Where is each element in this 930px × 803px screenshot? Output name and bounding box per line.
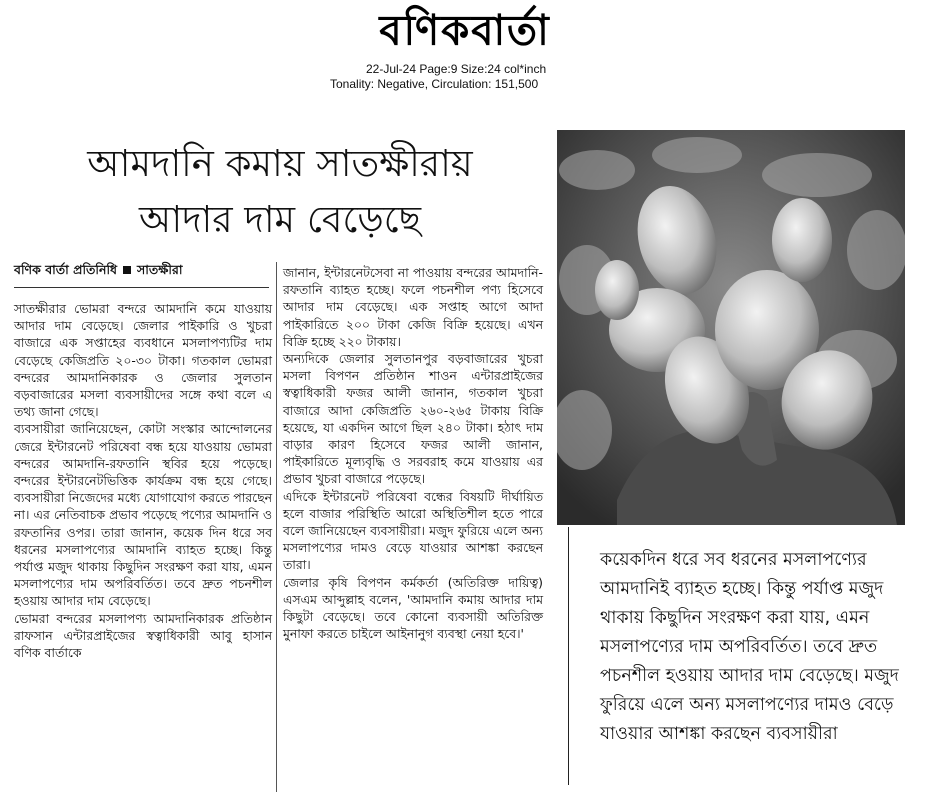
col2-paragraph: এদিকে ইন্টারনেট পরিষেবা বন্ধের বিষয়টি দীর্ঘায়িত হলে বাজার পরিস্থিতি আরো অস্থিতিশীল হতে পারে বলে জানিয়েছেন ব্যবসায়ীরা। মজুদ ফুরিয়ে এলে অন্য মসলাপণ্যের দামও বেড়ে যাওয়ার আশঙ্কা করছেন তারা। [283,488,543,573]
masthead [0,8,930,54]
meta-date-page: 22-Jul-24 Page:9 Size:24 col*inch [366,62,547,76]
col2-paragraph: জেলার কৃষি বিপণন কর্মকর্তা (অতিরিক্ত দায়িত্ব) এসএম আব্দুল্লাহ বলেন, 'আমদানি কমায় আদার দাম কিছুটা বেড়েছে। তবে কোনো ব্যবসায়ী অতিরিক্ত মুনাফা করতে চাইলে আইনানুগ ব্যবস্থা নেয়া হবে।' [283,574,543,642]
pullquote-rule [568,527,569,785]
byline [14,262,274,282]
byline-source: বণিক বার্তা প্রতিনিধি [14,262,118,277]
col2-paragraph: অন্যদিকে জেলার সুলতানপুর বড়বাজারের খুচরা মসলা বিপণন প্রতিষ্ঠান শাওন এন্টারপ্রাইজের স্বত্বাধিকারী ফজর আলী জানান, গতকাল খুচরা বাজারে আদা কেজিপ্রতি ২৬০-২৬৫ টাকায় বিক্রি হয়েছে, যা একদিন আগে ছিল ২৪০ টাকা। হঠাৎ দাম বাড়ার কারণ হিসেবে ফজর আলী জানান, পাইকারিতে মূল্যবৃদ্ধি ও সরবরাহ কমে যাওয়ায় এর প্রভাব খুচরা বাজারে পড়েছে। [283,351,543,487]
square-bullet-icon [123,266,131,274]
col1-paragraph: ভোমরা বন্দরের মসলাপণ্য আমদানিকারক প্রতিষ্ঠান রাফসান এন্টারপ্রাইজের স্বত্বাধিকারী আবু হাসান বণিক বার্তাকে [14,610,272,661]
col2-paragraph: জানান, ইন্টারনেটসেবা না পাওয়ায় বন্দরের আমদানি-রফতানি ব্যাহত হচ্ছে। ফলে পচনশীল পণ্য হিসেবে আদার দাম বেড়েছে। এক সপ্তাহ আগে আদা পাইকারিতে ২০০ টাকা কেজি বিক্রি হয়েছে। এখন বিক্রি হচ্ছে ২২০ টাকায়। [283,265,543,349]
clipping-meta [330,62,620,92]
headline-line-2: আদার দাম বেড়েছে [138,198,422,241]
headline-line-1: আমদানি কমায় সাতক্ষীরায় [87,142,473,185]
column-divider [276,262,277,792]
byline-rule [14,287,269,288]
col1-paragraph: ব্যবসায়ীরা জানিয়েছেন, কোটা সংস্কার আন্দোলনের জেরে ইন্টারনেট পরিষেবা বন্ধ হয়ে যাওয়ায় ভোমরা বন্দরের আমদানি-রফতানি স্থবির হয়ে পড়েছে। বন্দরের ইন্টারনেটভিত্তিক কার্যক্রম বন্ধ হয়ে গেছে। ব্যবসায়ীরা নিজেদের মধ্যে যোগাযোগ করতে পারছেন না। এর নেতিবাচক প্রভাব পড়েছে পণ্যের আমদানি ও রফতানির ওপর। তারা জানান, কয়েক দিন ধরে সব ধরনের মসলাপণ্যের আমদানি ব্যাহত হচ্ছে। কিন্তু পর্যাপ্ত মজুদ থাকায় কিছুদিন সংরক্ষণ করা যায়, এমন মসলাপণ্যের দাম অপরিবর্তিত। তবে দ্রুত পচনশীল হওয়ায় আদার দাম বেড়েছে। [14,421,272,609]
article-column-2 [283,264,543,642]
article-column-1 [14,300,272,661]
ginger-hand-image [557,130,905,525]
ginger-photo [557,130,905,525]
byline-place: সাতক্ষীরা [137,262,183,277]
headline [10,136,550,248]
pullquote: কয়েকদিন ধরে সব ধরনের মসলাপণ্যের আমদানিই ব্যাহত হচ্ছে। কিন্তু পর্যাপ্ত মজুদ থাকায় কিছুদিন সংরক্ষণ করা যায়, এমন মসলাপণ্যের দাম অপরিবর্তিত। তবে দ্রুত পচনশীল হওয়ায় আদার দাম বেড়েছে। মজুদ ফুরিয়ে এলে অন্য মসলাপণ্যের দামও বেড়ে যাওয়ার আশঙ্কা করছেন ব্যবসায়ীরা [600,550,899,744]
newspaper-logo: বণিকবার্তা [379,6,551,56]
meta-tonality: Tonality: Negative, Circulation: 151,500 [330,77,539,91]
col1-paragraph: সাতক্ষীরার ভোমরা বন্দরে আমদানি কমে যাওয়ায় আদার দাম বেড়েছে। জেলার পাইকারি ও খুচরা বাজারে এক সপ্তাহের ব্যবধানে মসলাপণ্যটির দাম বেড়েছে কেজিপ্রতি ২০-৩০ টাকা। গতকাল ভোমরা বন্দরের আমদানিকারক ও জেলার সুলতান বড়বাজারের মসলা ব্যবসায়ীদের সঙ্গে কথা বলে এ তথ্য জানা গেছে। [14,301,272,420]
